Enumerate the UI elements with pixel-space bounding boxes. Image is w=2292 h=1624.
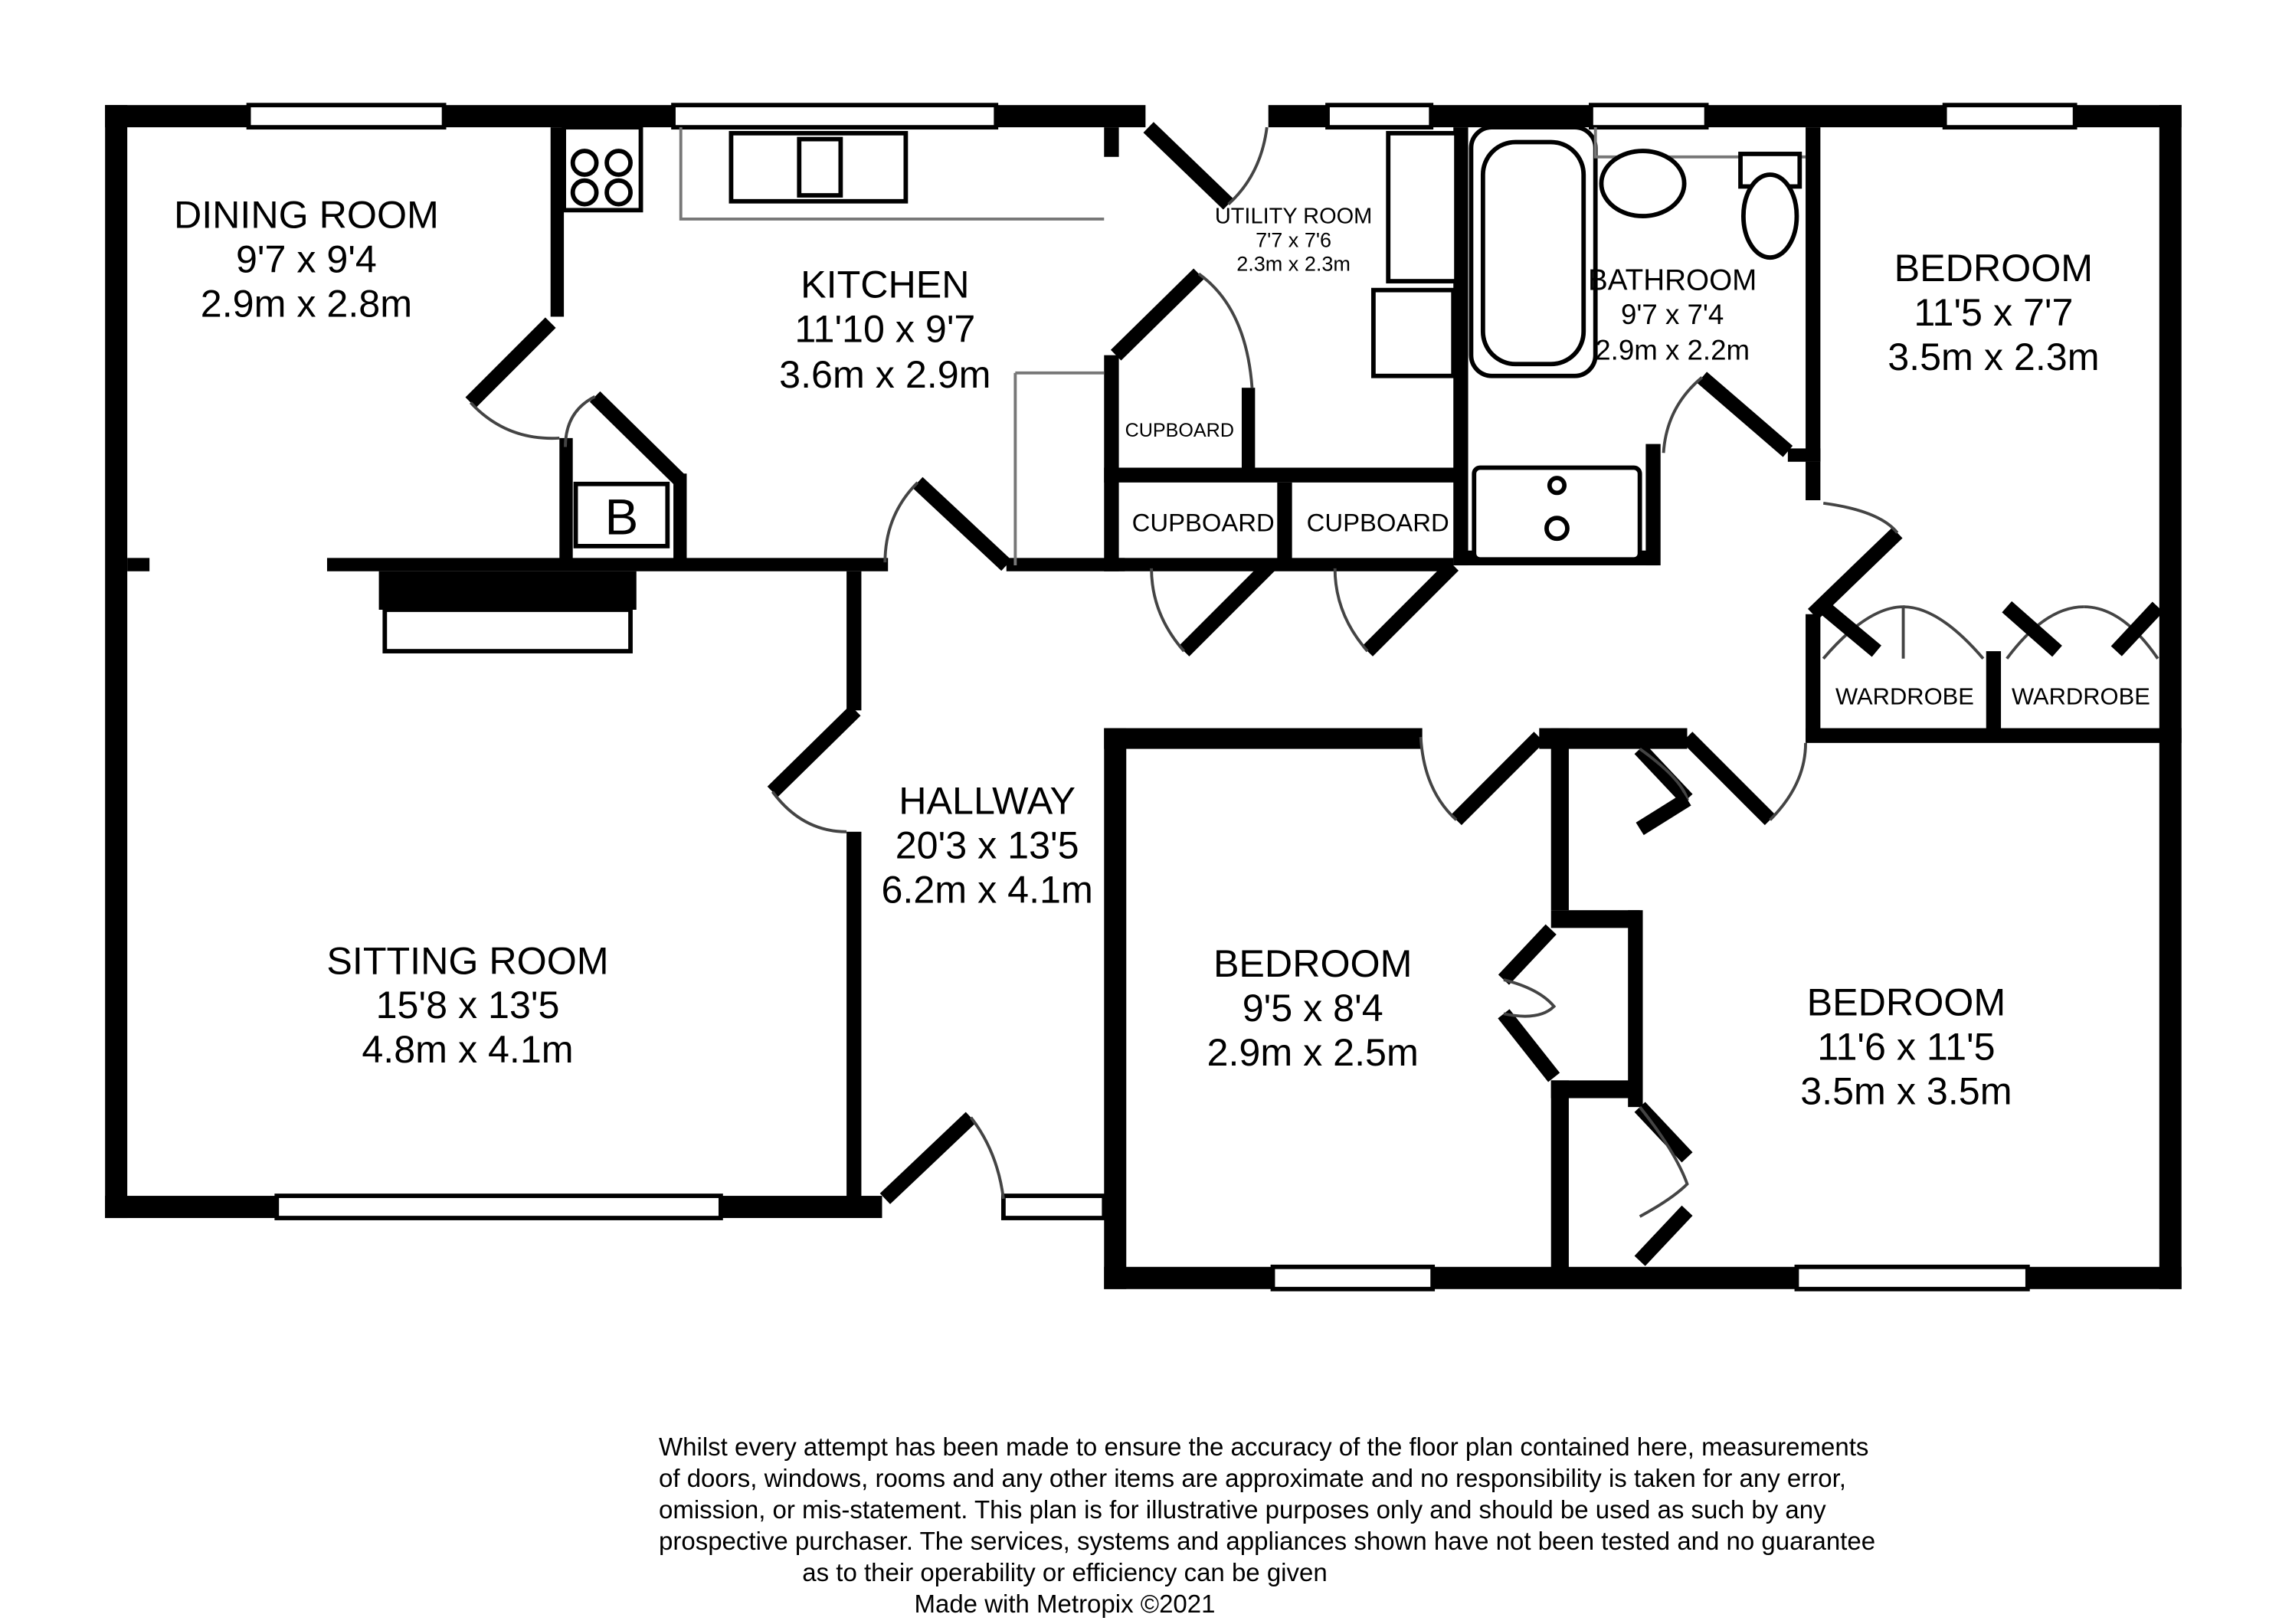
utility-name: UTILITY ROOM [1214,204,1373,229]
hallway-imperial: 20'3 x 13'5 [895,823,1079,867]
disclaimer-line: omission, or mis-statement. This plan is for illustrative purposes only and should be used as such by any [659,1495,1826,1524]
room-sitting [326,939,608,1071]
bedroom-ne-name: BEDROOM [1894,247,2094,290]
bedroom-se-imperial: 11'6 x 11'5 [1817,1025,1996,1069]
sitting-metric: 4.8m x 4.1m [362,1028,574,1072]
disclaimer-line: prospective purchaser. The services, systems and appliances shown have not been tested and no guarantee [659,1527,1876,1555]
utility-imperial: 7'7 x 7'6 [1256,228,1332,252]
dining-imperial: 9'7 x 9'4 [235,237,377,281]
wardrobe-1-label: WARDROBE [1835,683,1974,710]
hallway-name: HALLWAY [899,779,1076,823]
dining-name: DINING ROOM [173,193,439,237]
disclaimer [659,1431,1876,1619]
credit-line: Made with Metropix ©2021 [914,1590,1216,1618]
bedroom-mid-name: BEDROOM [1213,942,1413,986]
cupboard-1-label: CUPBOARD [1131,508,1275,537]
room-hallway [881,780,1092,912]
sitting-imperial: 15'8 x 13'5 [375,984,560,1027]
disclaimer-line: as to their operability or efficiency can be given [802,1558,1328,1586]
cupboard-2-label: CUPBOARD [1306,508,1449,537]
bedroom-ne-metric: 3.5m x 2.3m [1888,336,2100,378]
room-bedroom-se [1800,981,2012,1112]
kitchen-metric: 3.6m x 2.9m [779,353,991,397]
sitting-name: SITTING ROOM [326,939,609,983]
kitchen-imperial: 11'10 x 9'7 [794,307,976,351]
room-utility [1215,205,1372,276]
disclaimer-line: Whilst every attempt has been made to ensure the accuracy of the floor plan contained here, measurements [659,1432,1869,1461]
bathroom-imperial: 9'7 x 7'4 [1620,299,1724,331]
room-dining [174,194,439,326]
wardrobe-2-label: WARDROBE [2011,683,2150,710]
room-kitchen [779,263,990,396]
bedroom-mid-metric: 2.9m x 2.5m [1207,1031,1419,1075]
room-bedroom-mid [1207,942,1419,1074]
bedroom-ne-imperial: 11'5 x 7'7 [1914,291,2074,335]
room-bathroom [1588,264,1757,366]
room-bedroom-ne [1888,247,2099,378]
dining-metric: 2.9m x 2.8m [200,282,413,326]
bathroom-name: BATHROOM [1588,264,1757,297]
bedroom-mid-imperial: 9'5 x 8'4 [1242,987,1383,1030]
hallway-metric: 6.2m x 4.1m [881,868,1093,912]
bathroom-metric: 2.9m x 2.2m [1595,334,1750,366]
kitchen-name: KITCHEN [801,263,970,306]
disclaimer-line: of doors, windows, rooms and any other items are approximate and no responsibility is taken for any error, [659,1464,1846,1492]
bedroom-se-metric: 3.5m x 3.5m [1800,1069,2012,1113]
utility-metric: 2.3m x 2.3m [1236,252,1351,276]
bedroom-se-name: BEDROOM [1806,981,2006,1024]
boiler-label: B [604,489,639,545]
cupboard-small-label: CUPBOARD [1125,419,1234,441]
